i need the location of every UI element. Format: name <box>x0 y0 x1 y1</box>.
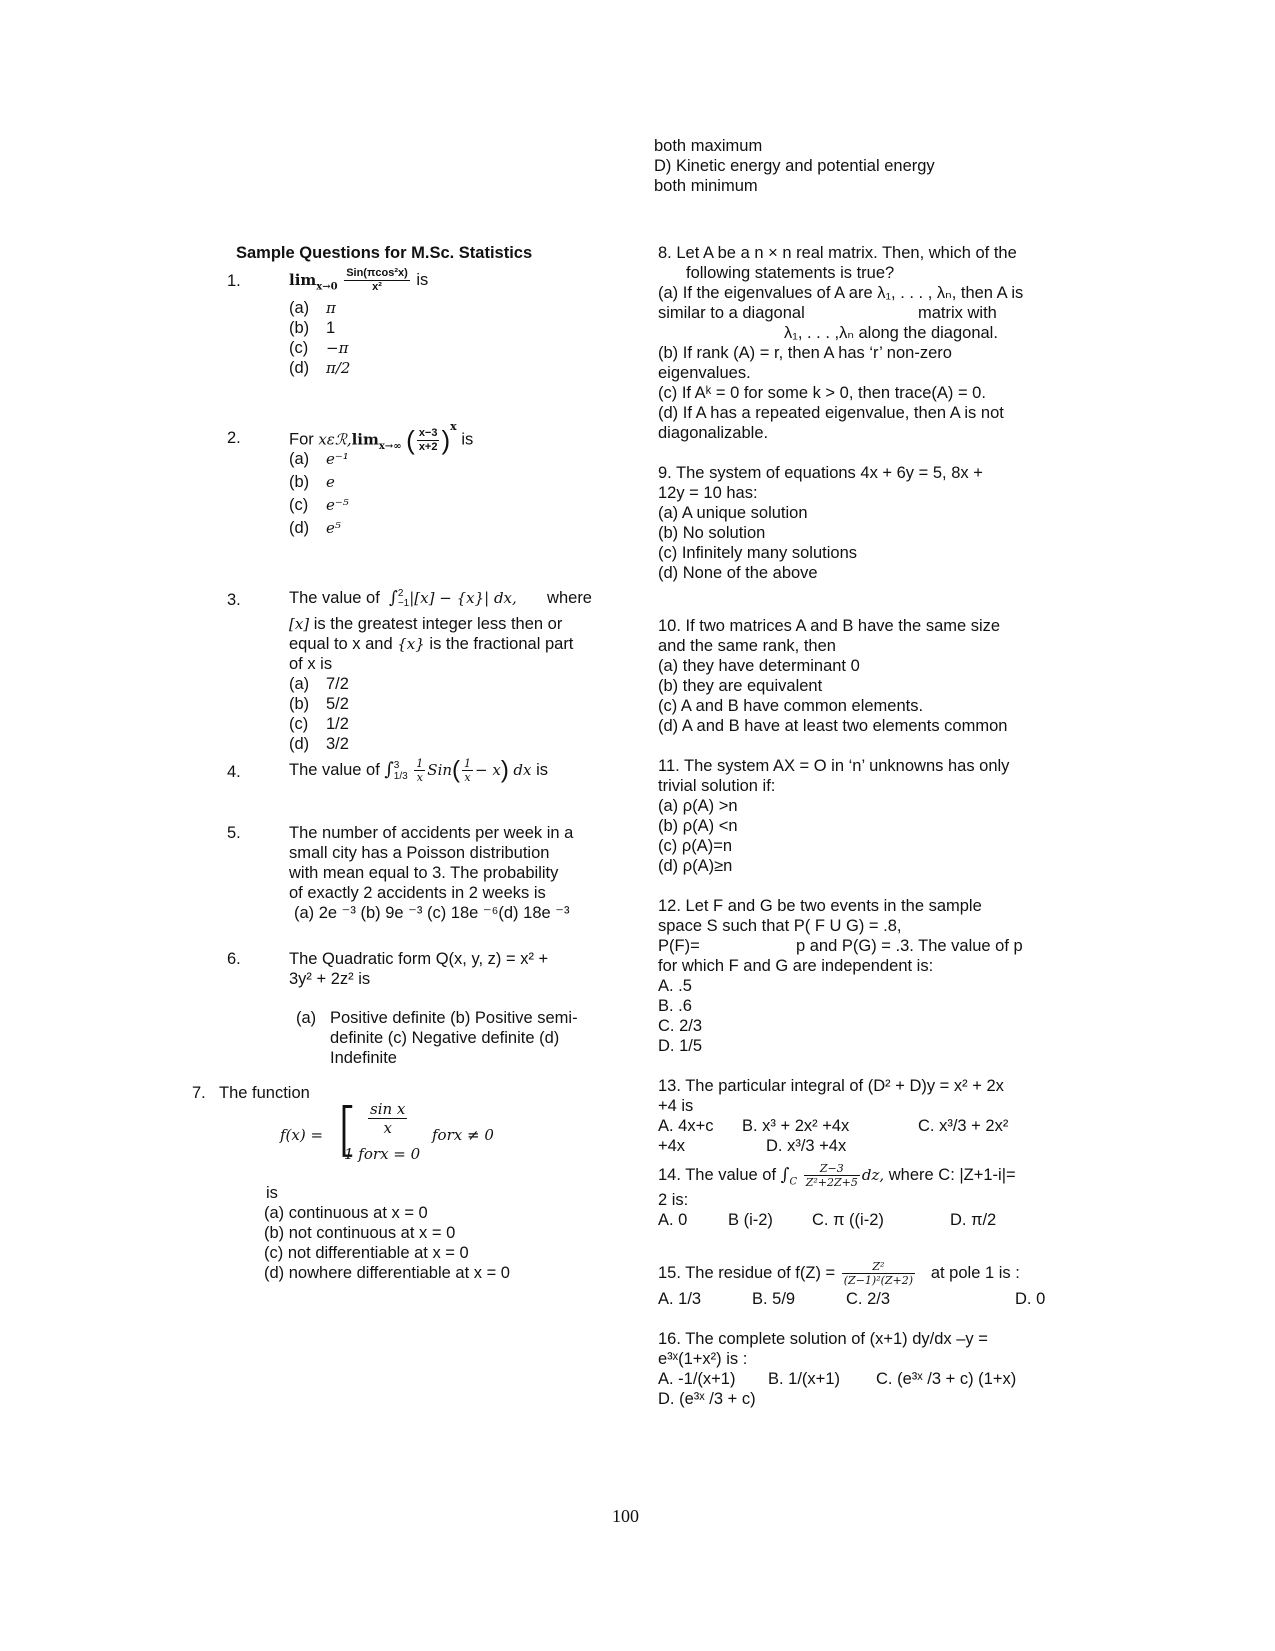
q1-stem <box>289 265 428 302</box>
q12-line-2: space S such that P( F U G) = .8, <box>658 917 902 935</box>
q3-line-2-text: is the greatest integer less then or <box>313 615 563 633</box>
q2-stem <box>289 418 473 464</box>
q3-lower-limit: −1 <box>397 597 410 609</box>
q11-option-a: (a) ρ(A) >n <box>658 797 738 815</box>
q2-option-c: e⁻⁵ <box>326 496 349 514</box>
q14-denominator: Z²+2Z+5 <box>805 1176 858 1190</box>
q3-option-b: 5/2 <box>326 695 349 713</box>
q2-set: xεℛ, <box>318 430 352 449</box>
q4-stem <box>289 752 548 789</box>
q2-option-b-label: (b) <box>289 473 310 491</box>
q2-lim-sub: x→∞ <box>378 440 402 452</box>
q10-line-1: 10. If two matrices A and B have the same size <box>658 617 1001 635</box>
q4-upper-limit: 3 <box>393 759 400 771</box>
q4-dx: dx <box>513 761 532 779</box>
q6-line-1: The Quadratic form Q(x, y, z) = x² + <box>289 950 549 968</box>
q15-numerator: Z² <box>842 1260 915 1274</box>
q7-bracket: [ <box>336 1095 359 1163</box>
q4-integral-sign: ∫ <box>384 759 394 780</box>
q9-line-2: 12y = 10 has: <box>658 484 758 502</box>
q4-sin: Sin <box>427 761 453 779</box>
q7-case-2: 1 forx = 0 <box>344 1145 421 1163</box>
q4-tail: is <box>536 761 548 779</box>
q14-option-a: A. 0 <box>658 1211 688 1229</box>
q4-left-paren: ( <box>452 756 461 784</box>
q15-option-d: D. 0 <box>1015 1290 1046 1308</box>
q3-line-3c: is the fractional part <box>429 635 574 653</box>
q16-option-b: B. 1/(x+1) <box>768 1370 840 1388</box>
page-heading: Sample Questions for M.Sc. Statistics <box>236 244 533 262</box>
q2-numerator: x−3 <box>418 426 438 439</box>
q3-line-1 <box>289 584 592 612</box>
q4-f1-num: 1 <box>416 757 424 771</box>
q6-line-2: 3y² + 2z² is <box>289 970 371 988</box>
q3-line-2 <box>289 614 592 634</box>
q3-bracket-x: [x] <box>289 615 310 633</box>
q3-brace-x: {x} <box>397 635 425 653</box>
q3-integral-sign: ∫ <box>388 588 398 608</box>
q2-option-b: e <box>326 473 335 491</box>
q4-right-paren: ) <box>500 756 509 784</box>
q3-line-3a: equal to x and <box>289 635 393 653</box>
q13-option-c: C. x³/3 + 2x² <box>918 1117 1009 1135</box>
q7-sin-den: x <box>383 1119 392 1137</box>
q7-option-d: (d) nowhere differentiable at x = 0 <box>264 1264 510 1282</box>
q14-dz: dz, <box>861 1166 885 1184</box>
q9-option-a: (a) A unique solution <box>658 504 808 522</box>
q9-option-d: (d) None of the above <box>658 564 818 582</box>
q11-option-d: (d) ρ(A)≥n <box>658 857 733 875</box>
q3-upper-limit: 2 <box>397 587 404 599</box>
q9-option-b: (b) No solution <box>658 524 766 542</box>
q4-f2-den: x <box>464 771 471 785</box>
q4-f2-num: 1 <box>464 757 472 771</box>
q3-option-d-label: (d) <box>289 735 310 753</box>
continuation-line-1: both maximum <box>654 137 763 155</box>
q3-integrand: |[x] − {x}| dx, <box>409 589 517 607</box>
q7-case-1: forx ≠ 0 <box>432 1126 494 1144</box>
q1-number: 1. <box>227 272 241 290</box>
q16-option-a: A. -1/(x+1) <box>658 1370 736 1388</box>
q14-option-d: D. π/2 <box>950 1211 997 1229</box>
q3-option-c-label: (c) <box>289 715 309 733</box>
q5-line-4: of exactly 2 accidents in 2 weeks is <box>289 884 546 902</box>
q3-pre: The value of <box>289 589 380 607</box>
q3-line-4: of x is <box>289 655 333 673</box>
q12-line-4: for which F and G are independent is: <box>658 957 934 975</box>
q14-integral-sign: ∫ <box>780 1165 790 1185</box>
q5-line-3: with mean equal to 3. The probability <box>289 864 559 882</box>
q14-pre: 14. The value of <box>658 1166 777 1184</box>
q1-option-a: π <box>326 299 336 317</box>
q8-line-8: (c) If Aᵏ = 0 for some k > 0, then trace(A) = 0. <box>658 384 986 402</box>
q4-lower-limit: 1/3 <box>393 770 408 782</box>
continuation-line-2: D) Kinetic energy and potential energy <box>654 157 935 175</box>
q14-fraction <box>804 1162 860 1189</box>
q15-fraction <box>842 1260 915 1287</box>
q1-option-a-label: (a) <box>289 299 310 317</box>
q15-line-1 <box>658 1256 1020 1290</box>
q11-option-b: (b) ρ(A) <n <box>658 817 738 835</box>
q3-line-3 <box>289 634 592 654</box>
q2-left-paren: ( <box>406 425 415 456</box>
q4-fraction-2 <box>462 757 473 784</box>
q8-line-6: (b) If rank (A) = r, then A has ‘r’ non-zero <box>658 344 952 362</box>
q15-option-a: A. 1/3 <box>658 1290 702 1308</box>
q16-line-1: 16. The complete solution of (x+1) dy/dx –y = <box>658 1330 988 1348</box>
q6-options-line-3: Indefinite <box>330 1049 397 1067</box>
q4-rest: − x <box>475 761 501 779</box>
q12-line-3a: P(F)= <box>658 937 700 955</box>
q8-line-9: (d) If A has a repeated eigenvalue, then A is not <box>658 404 1004 422</box>
q14-post: where C: |Z+1-i|= <box>888 1166 1016 1184</box>
q10-option-b: (b) they are equivalent <box>658 677 823 695</box>
q13-option-a: A. 4x+c <box>658 1117 714 1135</box>
q15-denominator: (Z−1)²(Z+2) <box>843 1274 914 1288</box>
q10-option-d: (d) A and B have at least two elements common <box>658 717 1008 735</box>
q4-number: 4. <box>227 763 241 781</box>
q14-option-c: C. π ((i-2) <box>812 1211 884 1229</box>
q12-option-c: C. 2/3 <box>658 1017 703 1035</box>
q14-option-b: B (i-2) <box>728 1211 773 1229</box>
q3-option-b-label: (b) <box>289 695 310 713</box>
q6-options-line-2: definite (c) Negative definite (d) <box>330 1029 560 1047</box>
q3-option-c: 1/2 <box>326 715 349 733</box>
q7-option-a: (a) continuous at x = 0 <box>264 1204 428 1222</box>
q14-line-1 <box>658 1158 1016 1199</box>
q1-tail: is <box>416 271 429 289</box>
q7-fraction <box>368 1100 407 1137</box>
q6-option-label: (a) <box>296 1009 317 1027</box>
q8-line-7: eigenvalues. <box>658 364 751 382</box>
q2-number: 2. <box>227 429 241 447</box>
q6-options-line-1: Positive definite (b) Positive semi- <box>330 1009 578 1027</box>
q14-numerator: Z−3 <box>804 1162 860 1176</box>
q2-option-d-label: (d) <box>289 519 310 537</box>
q1-lim-sub: x→0 <box>316 281 338 293</box>
q2-tail: is <box>461 430 474 449</box>
q10-option-c: (c) A and B have common elements. <box>658 697 924 715</box>
q16-option-c: C. (e³ˣ /3 + c) (1+x) <box>876 1370 1017 1388</box>
q1-fraction <box>344 267 410 294</box>
q7-option-b: (b) not continuous at x = 0 <box>264 1224 456 1242</box>
q16-option-d: D. (e³ˣ /3 + c) <box>658 1390 756 1408</box>
q2-lim: lim <box>351 430 379 449</box>
q2-option-a-label: (a) <box>289 450 310 468</box>
q12-line-1: 12. Let F and G be two events in the sample <box>658 897 982 915</box>
q3-option-d: 3/2 <box>326 735 349 753</box>
q4-f1-den: x <box>416 771 423 785</box>
q2-option-d: e⁵ <box>326 519 341 537</box>
q13-option-c-cont: +4x <box>658 1137 686 1155</box>
q10-line-2: and the same rank, then <box>658 637 836 655</box>
q1-numerator: Sin(πcos²x) <box>346 267 408 280</box>
q11-line-2: trivial solution if: <box>658 777 776 795</box>
q3-limits <box>398 589 409 609</box>
q5-line-1: The number of accidents per week in a <box>289 824 574 842</box>
q13-line-1: 13. The particular integral of (D² + D)y = x² + 2x <box>658 1077 1004 1095</box>
q5-number: 5. <box>227 824 241 842</box>
q13-option-b: B. x³ + 2x² +4x <box>742 1117 850 1135</box>
q3-number: 3. <box>227 591 241 609</box>
q1-option-b: 1 <box>326 319 336 337</box>
q1-option-d: π/2 <box>326 359 351 377</box>
q1-denominator: x² <box>372 281 382 294</box>
q2-option-c-label: (c) <box>289 496 309 514</box>
q12-option-a: A. .5 <box>658 977 692 995</box>
q9-option-c: (c) Infinitely many solutions <box>658 544 857 562</box>
q7-fx: f(x) = <box>280 1126 324 1144</box>
q11-option-c: (c) ρ(A)=n <box>658 837 733 855</box>
q2-pre: For <box>289 430 314 449</box>
q12-option-d: D. 1/5 <box>658 1037 703 1055</box>
q4-limits <box>394 760 408 782</box>
q12-option-b: B. .6 <box>658 997 692 1015</box>
q3-where: where <box>547 589 592 607</box>
q8-line-1: 8. Let A be a n × n real matrix. Then, which of the <box>658 244 1017 262</box>
q9-line-1: 9. The system of equations 4x + 6y = 5, 8x + <box>658 464 983 482</box>
q7-sin-num: sin x <box>370 1100 406 1118</box>
q5-options: (a) 2e ⁻³ (b) 9e ⁻³ (c) 18e ⁻⁶(d) 18e ⁻³ <box>294 904 570 922</box>
q14-line-2: 2 is: <box>658 1191 689 1209</box>
q8-line-5: λ₁, . . . ,λₙ along the diagonal. <box>784 324 998 342</box>
q3-option-a-label: (a) <box>289 675 310 693</box>
q15-pre: 15. The residue of f(Z) = <box>658 1264 836 1282</box>
q13-option-d: D. x³/3 +4x <box>766 1137 847 1155</box>
q7-title: The function <box>219 1084 310 1102</box>
q2-option-a: e⁻¹ <box>326 450 349 468</box>
q8-line-4b: matrix with <box>918 304 997 322</box>
q6-number: 6. <box>227 950 241 968</box>
continuation-line-3: both minimum <box>654 177 758 195</box>
q2-exponent: x <box>450 420 457 433</box>
q2-denominator: x+2 <box>418 440 438 453</box>
q15-option-b: B. 5/9 <box>752 1290 796 1308</box>
q10-option-a: (a) they have determinant 0 <box>658 657 860 675</box>
q15-post: at pole 1 is : <box>930 1264 1020 1282</box>
q7-option-c: (c) not differentiable at x = 0 <box>264 1244 469 1262</box>
q2-fraction <box>417 427 440 454</box>
q12-line-3b: p and P(G) = .3. The value of p <box>796 937 1023 955</box>
q8-line-4a: similar to a diagonal <box>658 304 805 322</box>
q3-option-a: 7/2 <box>326 675 349 693</box>
q8-line-2: following statements is true? <box>686 264 895 282</box>
q4-pre: The value of <box>289 761 380 779</box>
q1-option-d-label: (d) <box>289 359 310 377</box>
q1-option-c: −π <box>326 339 349 357</box>
q7-number: 7. <box>192 1084 206 1102</box>
q4-fraction-1 <box>414 757 425 784</box>
q7-is: is <box>266 1184 278 1202</box>
page-number: 100 <box>612 1506 639 1526</box>
q1-option-c-label: (c) <box>289 339 309 357</box>
q5-line-2: small city has a Poisson distribution <box>289 844 550 862</box>
q13-line-2: +4 is <box>658 1097 694 1115</box>
q8-line-10: diagonalizable. <box>658 424 769 442</box>
q1-option-b-label: (b) <box>289 319 310 337</box>
q8-line-3: (a) If the eigenvalues of A are λ₁, . . . , λₙ, then A is <box>658 284 1024 302</box>
q1-lim: lim <box>289 271 317 289</box>
q11-line-1: 11. The system AX = O in ‘n’ unknowns has only <box>658 757 1010 775</box>
q16-line-2: e³ˣ(1+x²) is : <box>658 1350 748 1368</box>
q2-right-paren: ) <box>441 425 451 456</box>
q14-contour: C <box>789 1176 798 1188</box>
q15-option-c: C. 2/3 <box>846 1290 891 1308</box>
